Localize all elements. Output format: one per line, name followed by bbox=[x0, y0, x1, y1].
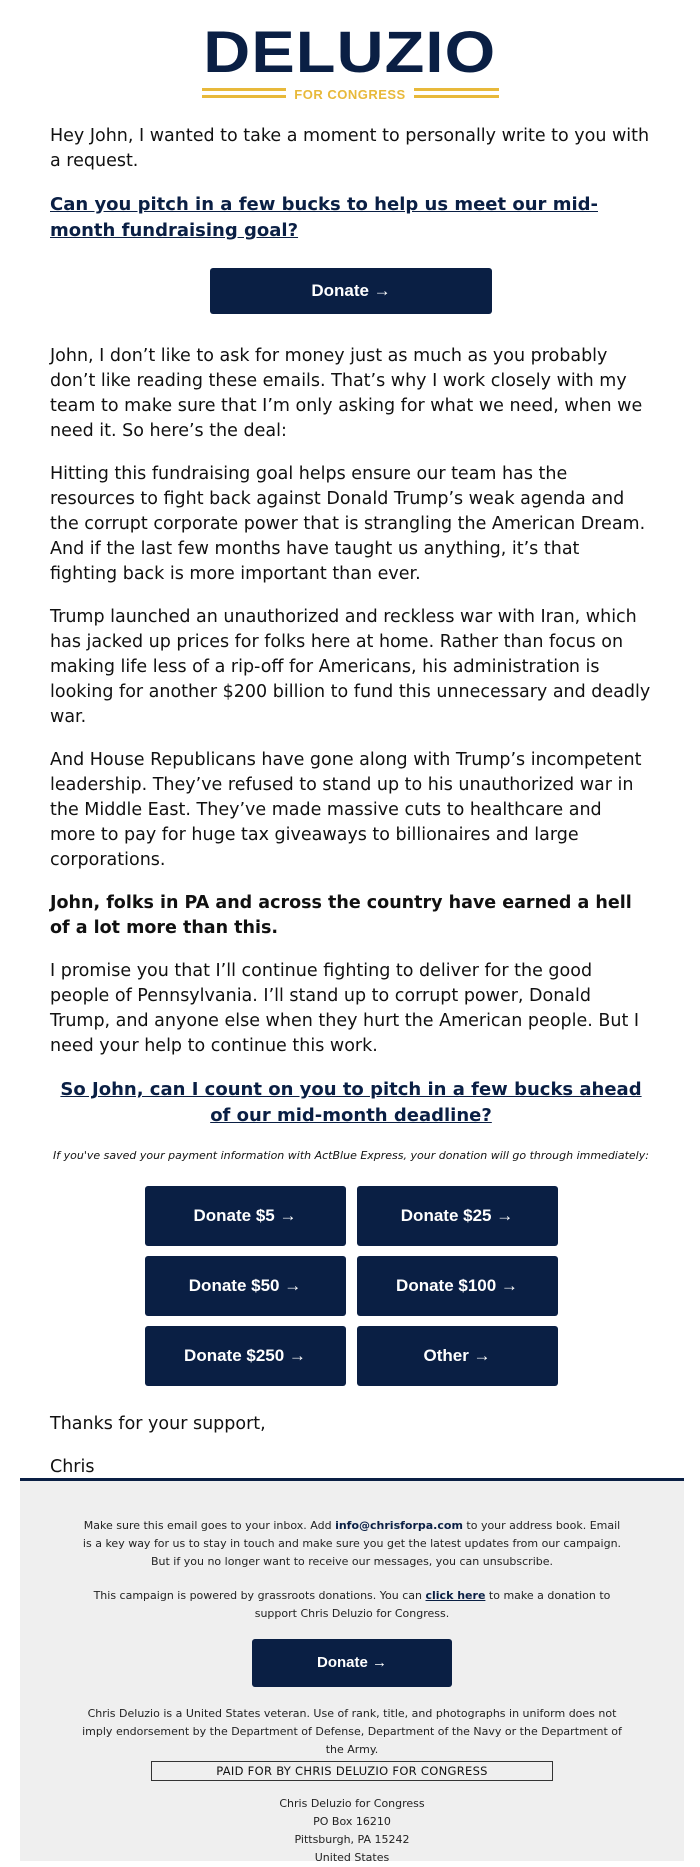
footer-donate-button[interactable]: Donate → bbox=[252, 1639, 452, 1687]
fundraising-ask-link[interactable]: Can you pitch in a few bucks to help us meet our mid-month fundraising goal? bbox=[50, 194, 598, 241]
body-paragraph: And House Republicans have gone along with Trump’s incompetent leadership. They’ve refused to stand up to his unauthorized war in the Middle East. They’ve made massive cuts to healthcare and more to pay for huge tax giveaways to billionaires and large corporations. bbox=[50, 750, 642, 870]
donate-100-button[interactable]: Donate $100 → bbox=[357, 1256, 558, 1316]
deadline-ask-link[interactable]: So John, can I count on you to pitch in a few bucks ahead of our mid-month deadline? bbox=[60, 1079, 642, 1126]
closing-paragraph: I promise you that I’ll continue fighting to deliver for the good people of Pennsylvania. I’ll stand up to corrupt power, Donald Trump, and anyone else when they hurt the American people. But I need your help to continue this work. bbox=[50, 961, 640, 1056]
donate-button[interactable]: Donate → bbox=[210, 268, 492, 314]
logo-name: DELUZIO bbox=[203, 20, 497, 85]
donation-amount-grid bbox=[145, 1186, 558, 1386]
footer-email-address: info@chrisforpa.com bbox=[335, 1519, 463, 1532]
paid-for-box: PAID FOR BY CHRIS DELUZIO FOR CONGRESS bbox=[151, 1761, 553, 1781]
campaign-logo bbox=[0, 22, 700, 102]
greeting-text: Hey John, I wanted to take a moment to personally write to you with a request. bbox=[50, 126, 650, 171]
click-here-link[interactable]: click here bbox=[425, 1589, 486, 1602]
inbox-notice: Make sure this email goes to your inbox. Add info@chrisforpa.com to your address book. Email is a key way for us to stay in touch and make sure you get the latest updates from our campaign. But if you no longer want to receive our messages, you can unsubscribe. bbox=[82, 1519, 622, 1568]
body-paragraph: John, I don’t like to ask for money just as much as you probably don’t like reading these emails. That’s why I work closely with my team to make sure that I’m only asking for what we need, when we need it. So here’s the deal: bbox=[50, 346, 643, 441]
body-paragraph: Trump launched an unauthorized and reckless war with Iran, which has jacked up prices for folks here at home. Rather than focus on making life less of a rip-off for Americans, his administration is looking for another $200 billion to fund this unnecessary and deadly war. bbox=[50, 607, 651, 727]
signature-text: Chris bbox=[50, 1457, 95, 1477]
veteran-disclaimer: Chris Deluzio is a United States veteran. Use of rank, title, and photographs in uniform does not imply endorsement by the Department of Defense, Department of the Navy or the Department of the Army. bbox=[82, 1707, 622, 1756]
donate-250-button[interactable]: Donate $250 → bbox=[145, 1326, 346, 1386]
donate-5-button[interactable]: Donate $5 → bbox=[145, 1186, 346, 1246]
actblue-express-note: If you've saved your payment information with ActBlue Express, your donation will go through immediately: bbox=[53, 1149, 649, 1162]
donate-50-button[interactable]: Donate $50 → bbox=[145, 1256, 346, 1316]
bold-paragraph: John, folks in PA and across the country have earned a hell of a lot more than this. bbox=[50, 893, 632, 938]
address-line: Pittsburgh, PA 15242 bbox=[294, 1833, 410, 1846]
body-paragraph: Hitting this fundraising goal helps ensure our team has the resources to fight back against Donald Trump’s weak agenda and the corrupt corporate power that is strangling the American Dream. And if the last few months have taught us anything, it’s that fighting back is more important than ever. bbox=[50, 464, 646, 584]
email-footer bbox=[20, 1478, 684, 1864]
address-line: PO Box 16210 bbox=[313, 1815, 391, 1828]
address-line: Chris Deluzio for Congress bbox=[279, 1797, 425, 1810]
grassroots-notice: This campaign is powered by grassroots donations. You can click here to make a donation to support Chris Deluzio for Congress. bbox=[93, 1589, 611, 1620]
logo-tagline-row bbox=[202, 84, 499, 102]
email-body bbox=[50, 124, 652, 1498]
mailing-address bbox=[80, 1795, 624, 1867]
signoff-text: Thanks for your support, bbox=[50, 1414, 266, 1434]
address-line: United States bbox=[314, 1851, 390, 1864]
donate-25-button[interactable]: Donate $25 → bbox=[357, 1186, 558, 1246]
donate-other-button[interactable]: Other → bbox=[357, 1326, 558, 1386]
logo-tagline: FOR CONGRESS bbox=[286, 86, 413, 104]
